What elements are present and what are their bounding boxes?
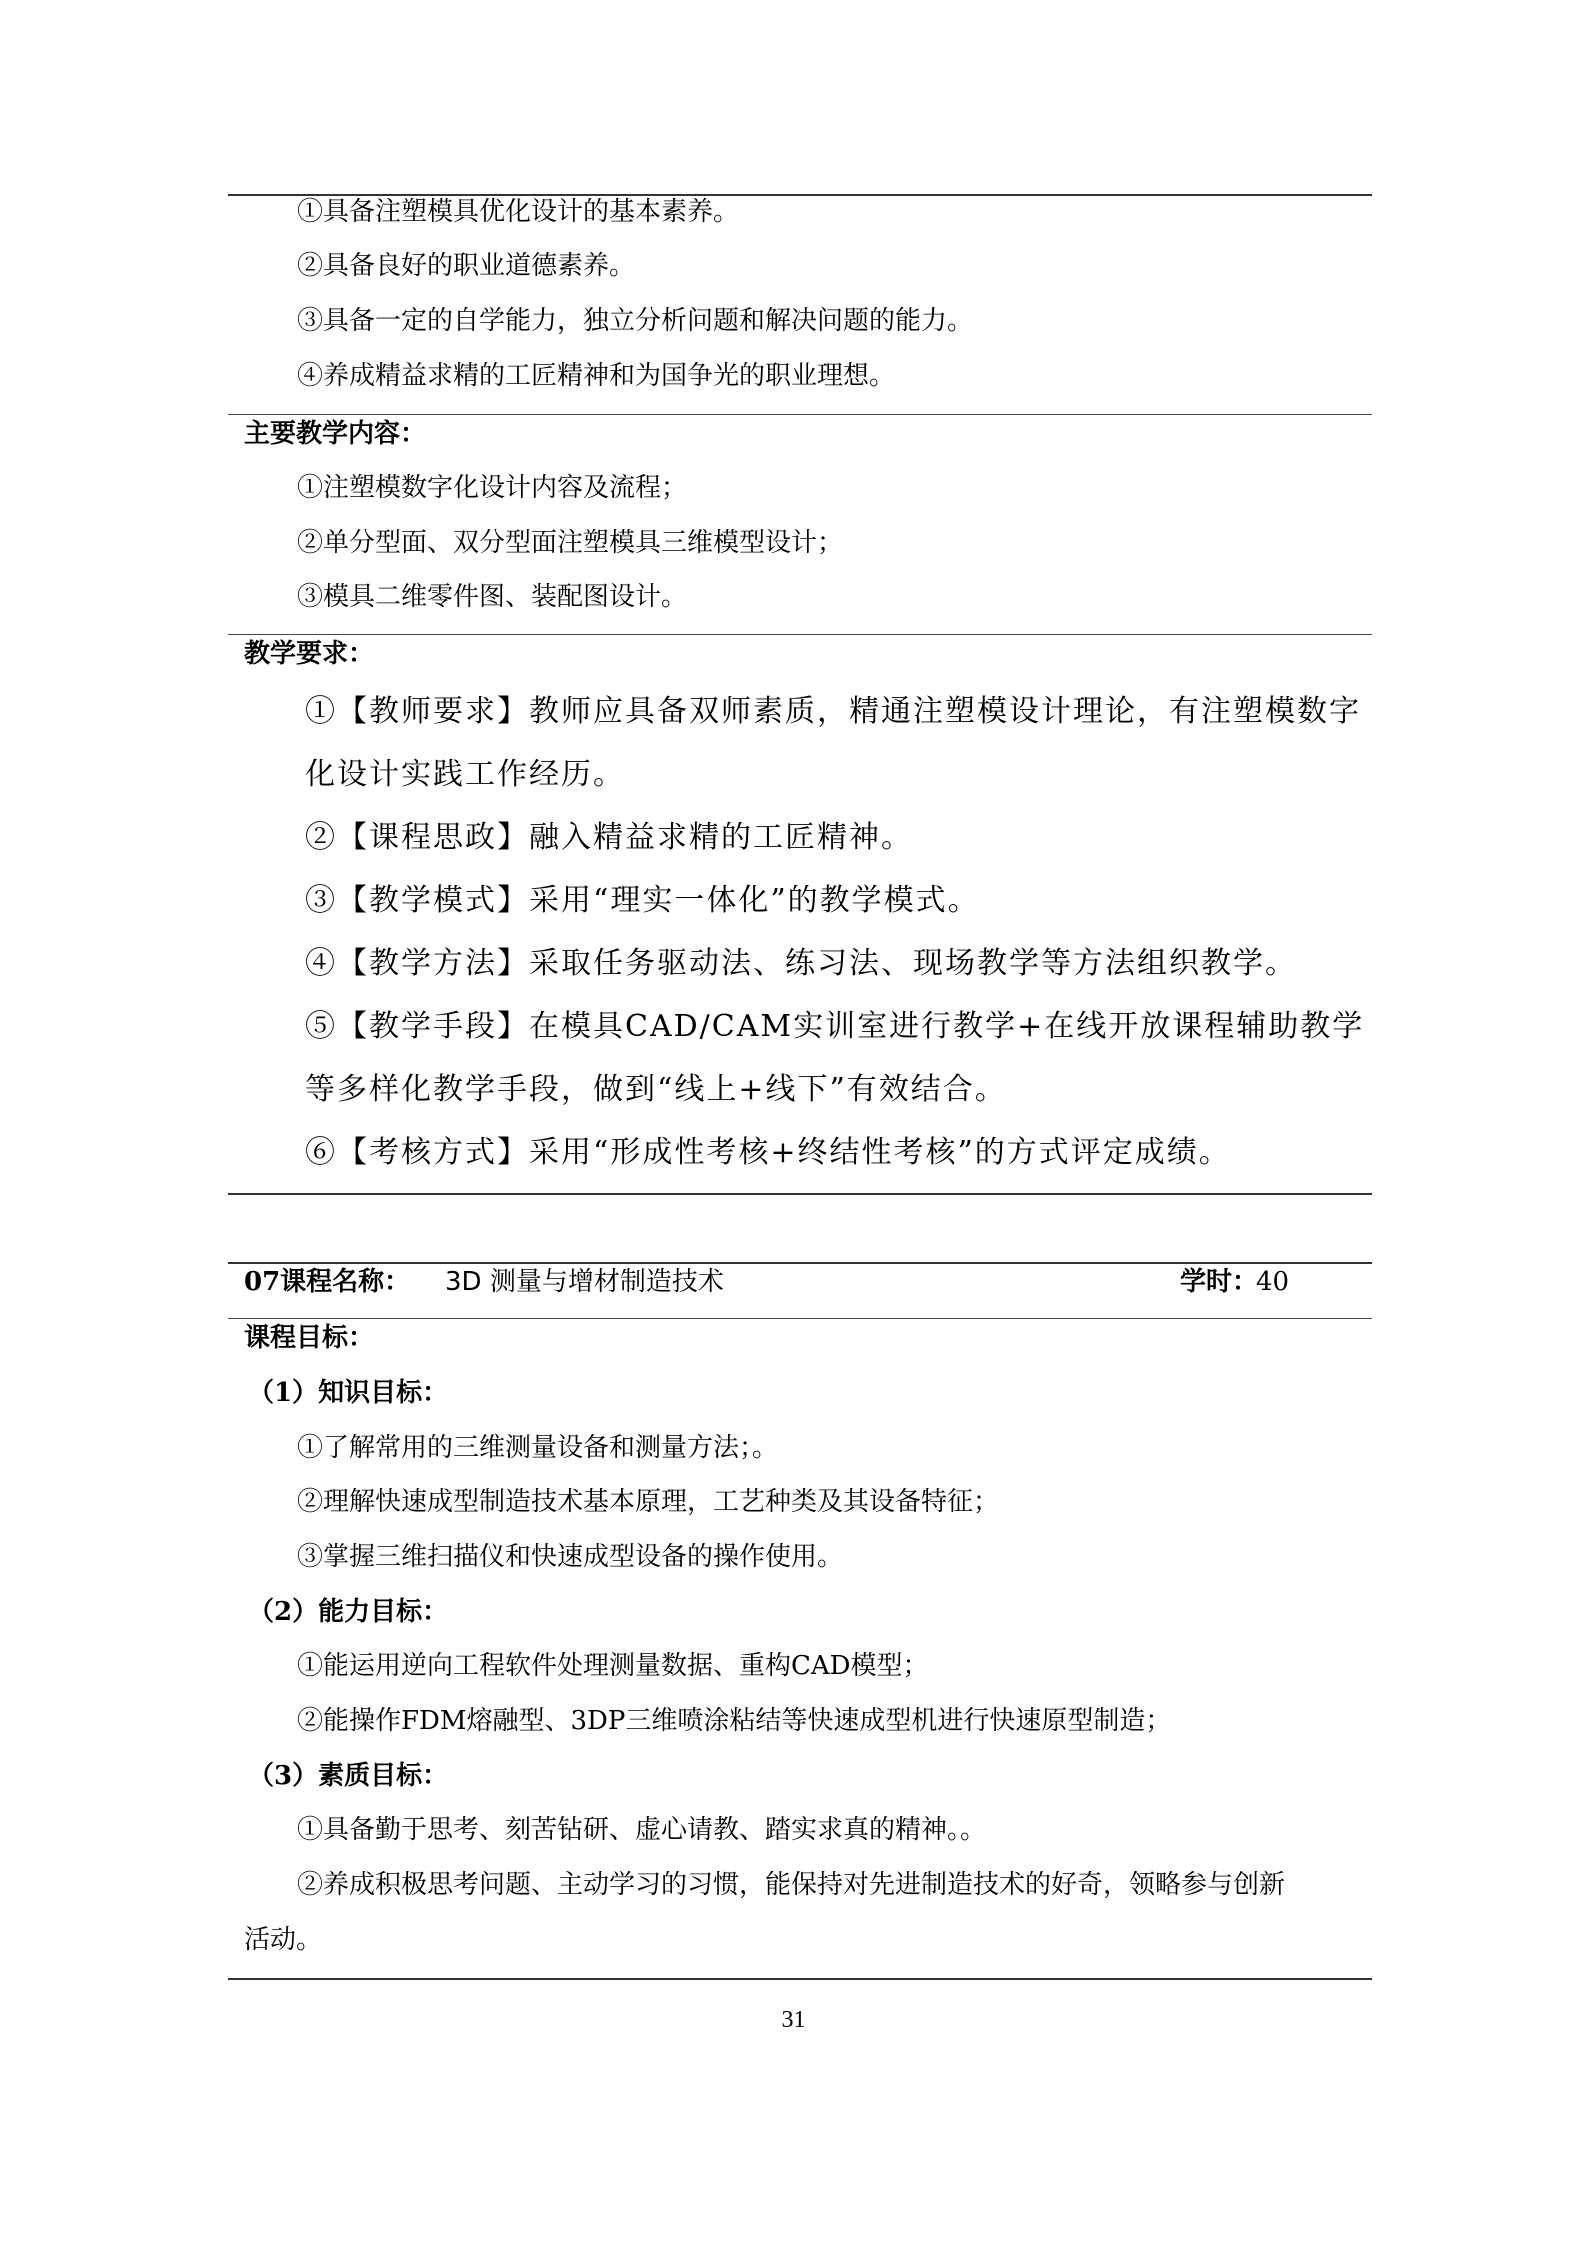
course-label: 07课程名称： [244, 1267, 411, 1297]
quality-item-4: ④养成精益求精的工匠精神和为国争光的职业理想。 [297, 361, 896, 391]
knowledge-item-3: ③掌握三维扫描仪和快速成型设备的操作使用。 [297, 1542, 844, 1572]
quality-item-2: ②具备良好的职业道德素养。 [297, 251, 636, 281]
requirement-line-4: ③【教学模式】采用“理实一体化”的教学模式。 [305, 883, 980, 918]
quality-goal-item-1: ①具备勤于思考、刻苦钻研、虚心请教、踏实求真的精神。。 [297, 1815, 987, 1845]
requirements-heading: 教学要求： [244, 639, 375, 669]
requirement-line-6: ⑤【教学手段】在模具CAD/CAM实训室进行教学+在线开放课程辅助教学 [305, 1009, 1365, 1044]
hours-label: 学时： [1180, 1267, 1259, 1297]
quality-heading: （3）素质目标： [248, 1761, 449, 1791]
quality-item-1: ①具备注塑模具优化设计的基本素养。 [297, 197, 740, 227]
quality-item-3: ③具备一定的自学能力，独立分析问题和解决问题的能力。 [297, 306, 974, 336]
knowledge-item-1: ①了解常用的三维测量设备和测量方法；。 [297, 1433, 779, 1463]
requirement-line-1: ①【教师要求】教师应具备双师素质，精通注塑模设计理论，有注塑模数字 [305, 694, 1361, 729]
row-divider [228, 1318, 1372, 1319]
row-divider [228, 634, 1372, 635]
course-name: 3D 测量与增材制造技术 [445, 1267, 724, 1297]
table-border-top [228, 1262, 1372, 1264]
requirement-line-3: ②【课程思政】融入精益求精的工匠精神。 [305, 820, 913, 855]
knowledge-item-2: ②理解快速成型制造技术基本原理，工艺种类及其设备特征； [297, 1487, 1000, 1517]
ability-item-1: ①能运用逆向工程软件处理测量数据、重构CAD模型； [297, 1651, 929, 1681]
requirement-line-7: 等多样化教学手段，做到“线上+线下”有效结合。 [305, 1072, 1007, 1107]
requirement-line-8: ⑥【考核方式】采用“形成性考核+终结性考核”的方式评定成绩。 [305, 1135, 1231, 1170]
content-item-1: ①注塑模数字化设计内容及流程； [297, 473, 688, 503]
page-number: 31 [781, 2007, 806, 2033]
quality-goal-item-2-cont: 活动。 [244, 1925, 323, 1955]
hours-value: 40 [1256, 1267, 1290, 1297]
content-item-2: ②单分型面、双分型面注塑模具三维模型设计； [297, 528, 844, 558]
ability-item-2: ②能操作FDM熔融型、3DP三维喷涂粘结等快速成型机进行快速原型制造； [297, 1706, 1172, 1736]
ability-heading: （2）能力目标： [248, 1597, 449, 1627]
table-border-bottom [228, 1978, 1372, 1980]
knowledge-heading: （1）知识目标： [248, 1378, 449, 1408]
goal-heading: 课程目标： [244, 1323, 375, 1353]
row-divider [228, 414, 1372, 415]
table-border-bottom [228, 1193, 1372, 1195]
quality-goal-item-2: ②养成积极思考问题、主动学习的习惯，能保持对先进制造技术的好奇，领略参与创新 [297, 1870, 1286, 1900]
requirement-line-2: 化设计实践工作经历。 [305, 757, 625, 792]
requirement-line-5: ④【教学方法】采取任务驱动法、练习法、现场教学等方法组织教学。 [305, 946, 1297, 981]
content-heading: 主要教学内容： [244, 419, 427, 449]
content-item-3: ③模具二维零件图、装配图设计。 [297, 582, 688, 612]
